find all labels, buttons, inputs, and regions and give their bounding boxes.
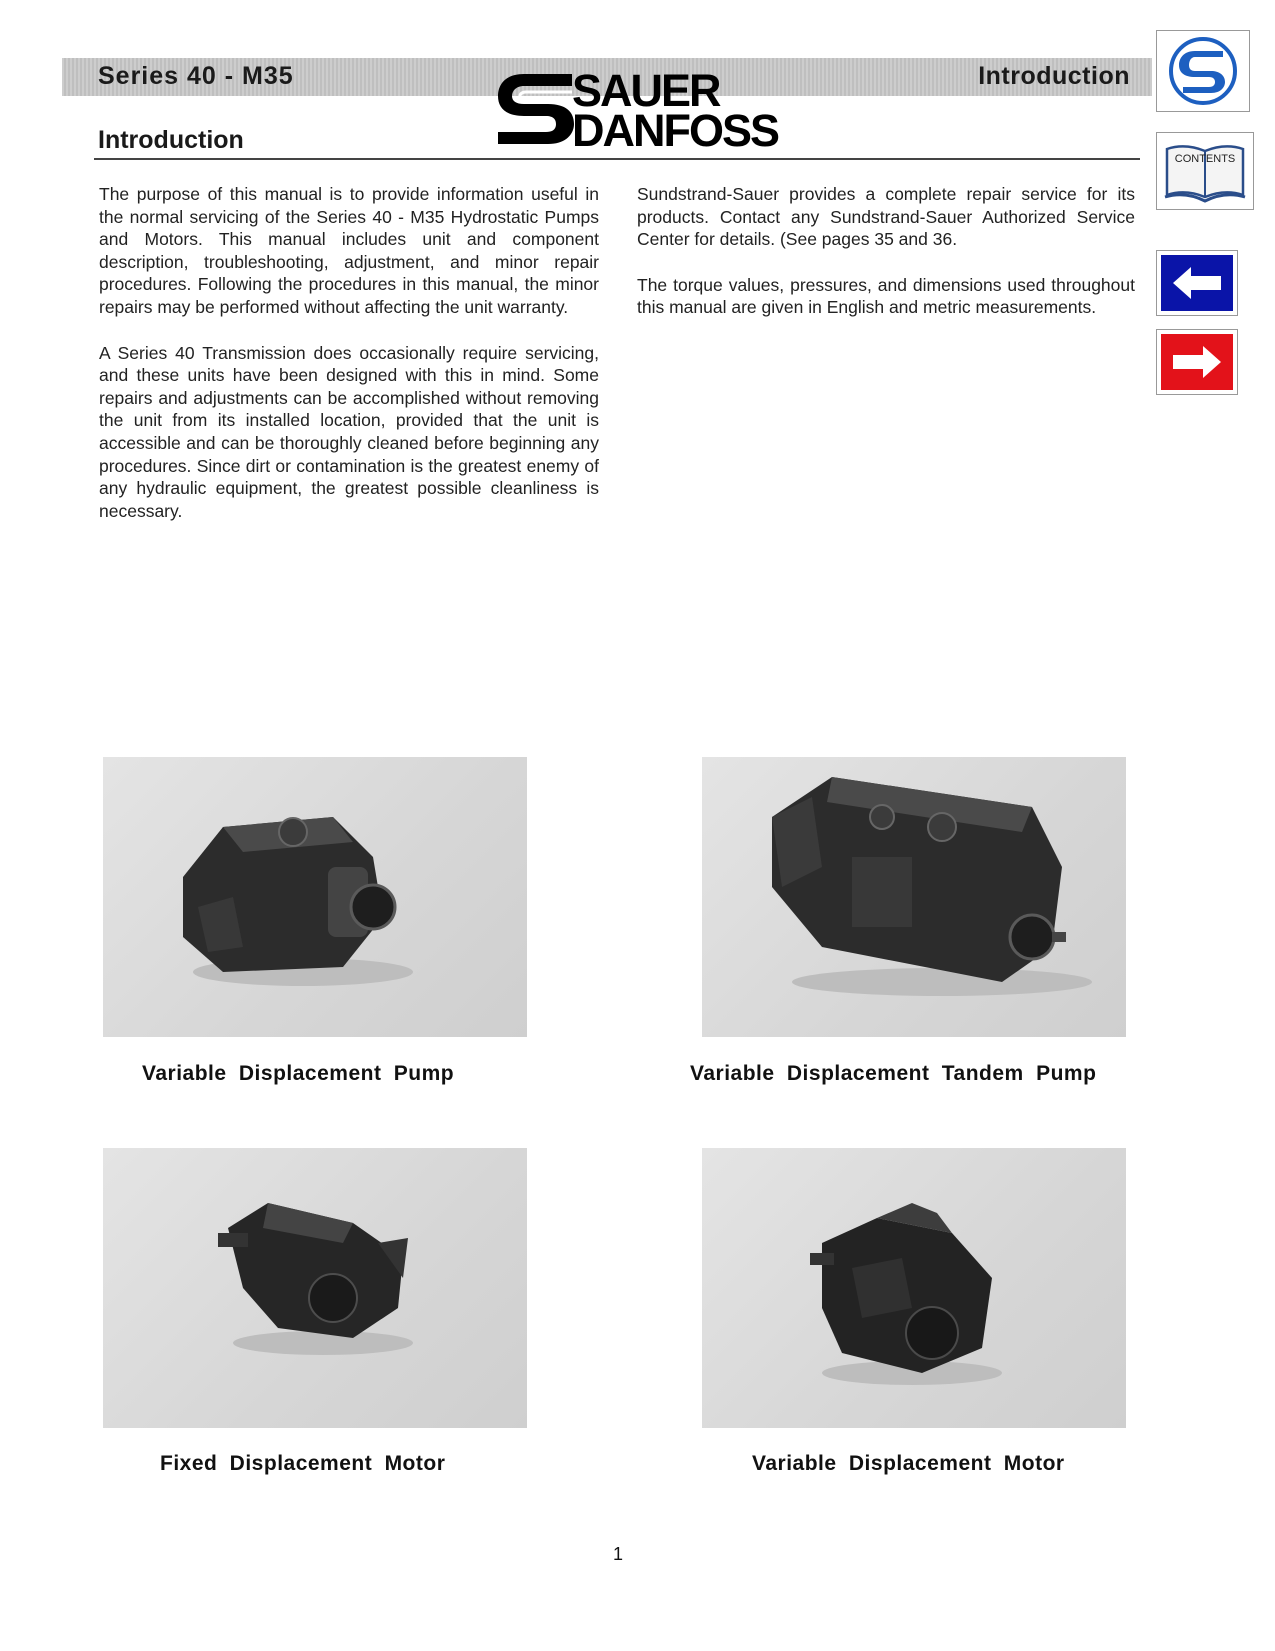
previous-page-button[interactable] [1156, 250, 1238, 316]
header-section-title: Introduction [978, 62, 1130, 90]
paragraph: A Series 40 Transmission does occasionally require servicing, and these units have been designed with this in mind. Some repairs and adjustments can be accomplished without removing the unit from its installed location, provided that the unit is accessible and can be thoroughly cleaned before beginning any procedures. Since dirt or contamination is the greatest enemy of any hydraulic equipment, the greatest possible cleanliness is necessary. [99, 342, 599, 521]
body-column-left [99, 183, 599, 545]
arrow-right-icon [1161, 334, 1233, 390]
contents-label: CONTENTS [1174, 153, 1236, 165]
paragraph: The torque values, pressures, and dimensions used throughout this manual are given in English and metric measurements. [637, 274, 1135, 318]
logo-text-sauer: SAUER [572, 65, 720, 116]
book-icon [1163, 141, 1247, 203]
contents-button[interactable] [1156, 132, 1254, 210]
page-heading: Introduction [98, 126, 244, 154]
paragraph: Sundstrand-Sauer provides a complete repair service for its products. Contact any Sundstrand-Sauer Authorized Service Center for details. (See pages 35 and 36. [637, 184, 1135, 250]
body-column-right [637, 183, 1135, 342]
sauer-danfoss-s-icon [494, 66, 576, 150]
arrow-left-icon [1161, 255, 1233, 311]
photo-variable-displacement-pump [103, 757, 527, 1037]
heading-divider [94, 158, 1140, 160]
figure-caption: Variable Displacement Pump [142, 1062, 455, 1085]
photo-variable-displacement-tandem-pump [702, 757, 1126, 1037]
figure-caption: Variable Displacement Motor [752, 1452, 1065, 1475]
logo-text-danfoss: DANFOSS [572, 105, 779, 156]
sauer-danfoss-logo [494, 66, 794, 156]
photo-variable-displacement-motor [702, 1148, 1126, 1428]
sauer-danfoss-s-icon [1161, 35, 1245, 107]
paragraph: The purpose of this manual is to provide information useful in the normal servicing of the Series 40 - M35 Hydrostatic Pumps and Motors. This manual includes unit and component description, troubleshooting, adjustment, and minor repair procedures. Following the procedures in this manual, the minor repairs may be performed without affecting the unit warranty. [99, 184, 599, 317]
series-title: Series 40 - M35 [98, 62, 294, 90]
home-logo-button[interactable] [1156, 30, 1250, 112]
figure-caption: Fixed Displacement Motor [160, 1452, 446, 1475]
page-number: 1 [613, 1544, 624, 1564]
figure-caption: Variable Displacement Tandem Pump [690, 1062, 1097, 1085]
next-page-button[interactable] [1156, 329, 1238, 395]
photo-fixed-displacement-motor [103, 1148, 527, 1428]
